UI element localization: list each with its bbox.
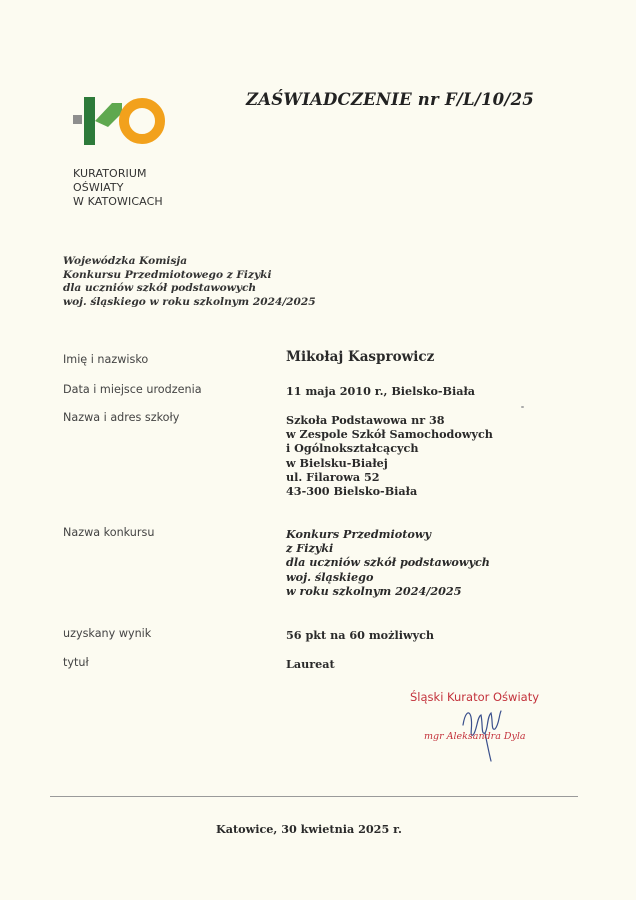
logo-line: W KATOWICACH — [73, 195, 163, 208]
footer-divider — [50, 796, 578, 797]
logo-line: KURATORIUM — [73, 167, 147, 180]
award-title-value: Laureat — [286, 657, 335, 671]
contest-line: z Fizyki — [286, 541, 334, 556]
committee-block — [63, 255, 316, 309]
school-line: ul. Filarowa 52 — [286, 469, 380, 484]
school-line: Szkoła Podstawowa nr 38 — [286, 413, 445, 427]
contest-line: w roku szkolnym 2024/2025 — [286, 583, 462, 598]
name-value: Mikołaj Kasprowicz — [286, 349, 435, 365]
school-line: w Bielsku-Białej — [286, 455, 388, 470]
school-line: w Zespole Szkół Samochodowych — [286, 427, 493, 442]
signatory-name: mgr Aleksandra Dyla — [424, 731, 526, 742]
logo-text — [73, 167, 163, 209]
document-title: ZAŚWIADCZENIE nr F/L/10/25 — [246, 90, 534, 109]
result-label: uzyskany wynik — [63, 627, 152, 640]
contest-line: woj. śląskiego — [286, 569, 374, 584]
signature-role: Śląski Kurator Oświaty — [410, 690, 540, 704]
birth-value: 11 maja 2010 r., Bielsko-Biała — [286, 384, 476, 398]
contest-value — [286, 527, 490, 598]
handwritten-signature — [455, 695, 515, 765]
school-value — [286, 413, 493, 498]
committee-line: Konkursu Przedmiotowego z Fizyki — [63, 268, 272, 281]
place-date: Katowice, 30 kwietnia 2025 r. — [216, 822, 402, 836]
committee-line: Wojewódzka Komisja — [63, 255, 188, 267]
scan-speck — [521, 406, 524, 408]
school-line: 43-300 Bielsko-Biała — [286, 484, 418, 499]
award-title-label: tytuł — [63, 656, 89, 669]
contest-line: dla uczniów szkół podstawowych — [286, 555, 490, 570]
logo-line: OŚWIATY — [73, 181, 124, 194]
school-label: Nazwa i adres szkoły — [63, 411, 180, 424]
contest-label: Nazwa konkursu — [63, 526, 155, 539]
name-label: Imię i nazwisko — [63, 353, 149, 366]
committee-line: woj. śląskiego w roku szkolnym 2024/2025 — [63, 295, 316, 308]
kuratorium-logo — [72, 97, 172, 147]
birth-label: Data i miejsce urodzenia — [63, 383, 202, 396]
school-line: i Ogólnokształcących — [286, 441, 419, 456]
contest-line: Konkurs Przedmiotowy — [286, 527, 431, 541]
result-value: 56 pkt na 60 możliwych — [286, 628, 435, 642]
committee-line: dla uczniów szkół podstawowych — [63, 282, 257, 295]
